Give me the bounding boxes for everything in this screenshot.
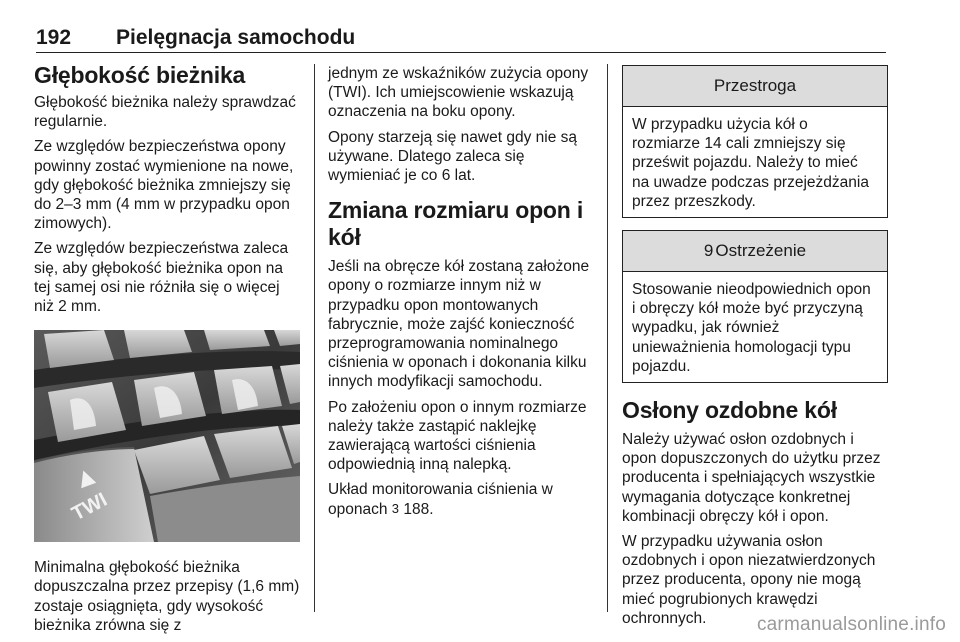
cross-reference-paragraph [328, 480, 596, 518]
section-heading-wheel-covers: Osłony ozdobne kół [622, 397, 837, 424]
warning-header [623, 231, 887, 272]
column-2 [328, 64, 596, 525]
page-header [36, 22, 886, 53]
column-divider-2 [607, 64, 608, 612]
reference-text: Układ monitorowania ciśnienia w oponach [328, 481, 553, 518]
warning-text: Stosowanie nieodpowiednich opon i obręczy kół może być przyczyną wypadku, jak również unieważnienia homologacji typu pojazdu. [632, 281, 871, 375]
tire-tread-illustration [34, 330, 300, 542]
warning-triangle-icon: 9 [703, 241, 714, 261]
page-reference-arrow-icon: 3 [391, 500, 400, 516]
paragraph: Należy używać osłon ozdobnych i opon dopuszczonych do użytku przez producenta i spełniających wszystkie wymagania dotyczące konkretnej kombinacji obręczy kół i opon. [622, 431, 881, 525]
warning-box [622, 230, 888, 383]
reference-page-link[interactable]: 188. [403, 500, 434, 518]
paragraph: jednym ze wskaźników zużycia opony (TWI). Ich umiejscowienie wskazują oznaczenia na boku opony. [328, 65, 589, 121]
section-heading-tread-depth: Głębokość bieżnika [34, 62, 246, 88]
paragraph: Ze względów bezpieczeństwa zaleca się, aby głębokość bieżnika opon na tej samej osi nie różniła się o więcej niż 2 mm. [34, 240, 289, 316]
image-caption: Minimalna głębokość bieżnika dopuszczalna przez przepisy (1,6 mm) zostaje osiągnięta, gdy wysokość bieżnika zrówna się z [34, 559, 300, 634]
column-divider-1 [314, 64, 315, 612]
chapter-title: Pielęgnacja samochodu [116, 26, 356, 49]
warning-title: Ostrzeżenie [715, 241, 807, 261]
tire-tread-image [34, 330, 300, 542]
column-3 [622, 65, 888, 634]
column-1 [34, 62, 300, 641]
caution-box [622, 65, 888, 218]
paragraph: Jeśli na obręcze kół zostaną założone opony o rozmiarze innym niż w przypadku opon montowanych fabrycznie, może zajść konieczność przeprogramowania nominalnego ciśnienia w oponach i dokonania kilku innych modyfikacji samochodu. [328, 258, 590, 391]
twi-label: TWI [68, 488, 111, 526]
paragraph: Opony starzeją się nawet gdy nie są używane. Dlatego zaleca się wymieniać je co 6 lat. [328, 128, 577, 185]
section-heading-tire-size-change: Zmiana rozmiaru opon i kół [328, 197, 584, 251]
paragraph: Po założeniu opon o innym rozmiarze należy także zastąpić naklejkę zawierającą wartości ciśnienia odpowiednią inną nalepką. [328, 398, 587, 474]
paragraph: Ze względów bezpieczeństwa opony powinny zostać wymienione na nowe, gdy głębokość bieżnika zmniejszy się do 2–3 mm (4 mm w przypadku opon zimowych). [34, 138, 294, 233]
caution-text: W przypadku użycia kół o rozmiarze 14 cali zmniejszy się prześwit pojazdu. Należy to mieć na uwadze podczas przejeżdżania przez przeszkody. [632, 116, 869, 210]
caution-title: Przestroga [623, 66, 887, 107]
paragraph: Głębokość bieżnika należy sprawdzać regularnie. [34, 94, 296, 131]
page-number: 192 [36, 26, 72, 49]
paragraph: W przypadku używania osłon ozdobnych i opon niezatwierdzonych przez producenta, opony nie mogą mieć pogrubionych krawędzi ochronnych. [622, 533, 876, 627]
watermark: carmanualsonline.info [756, 614, 946, 635]
